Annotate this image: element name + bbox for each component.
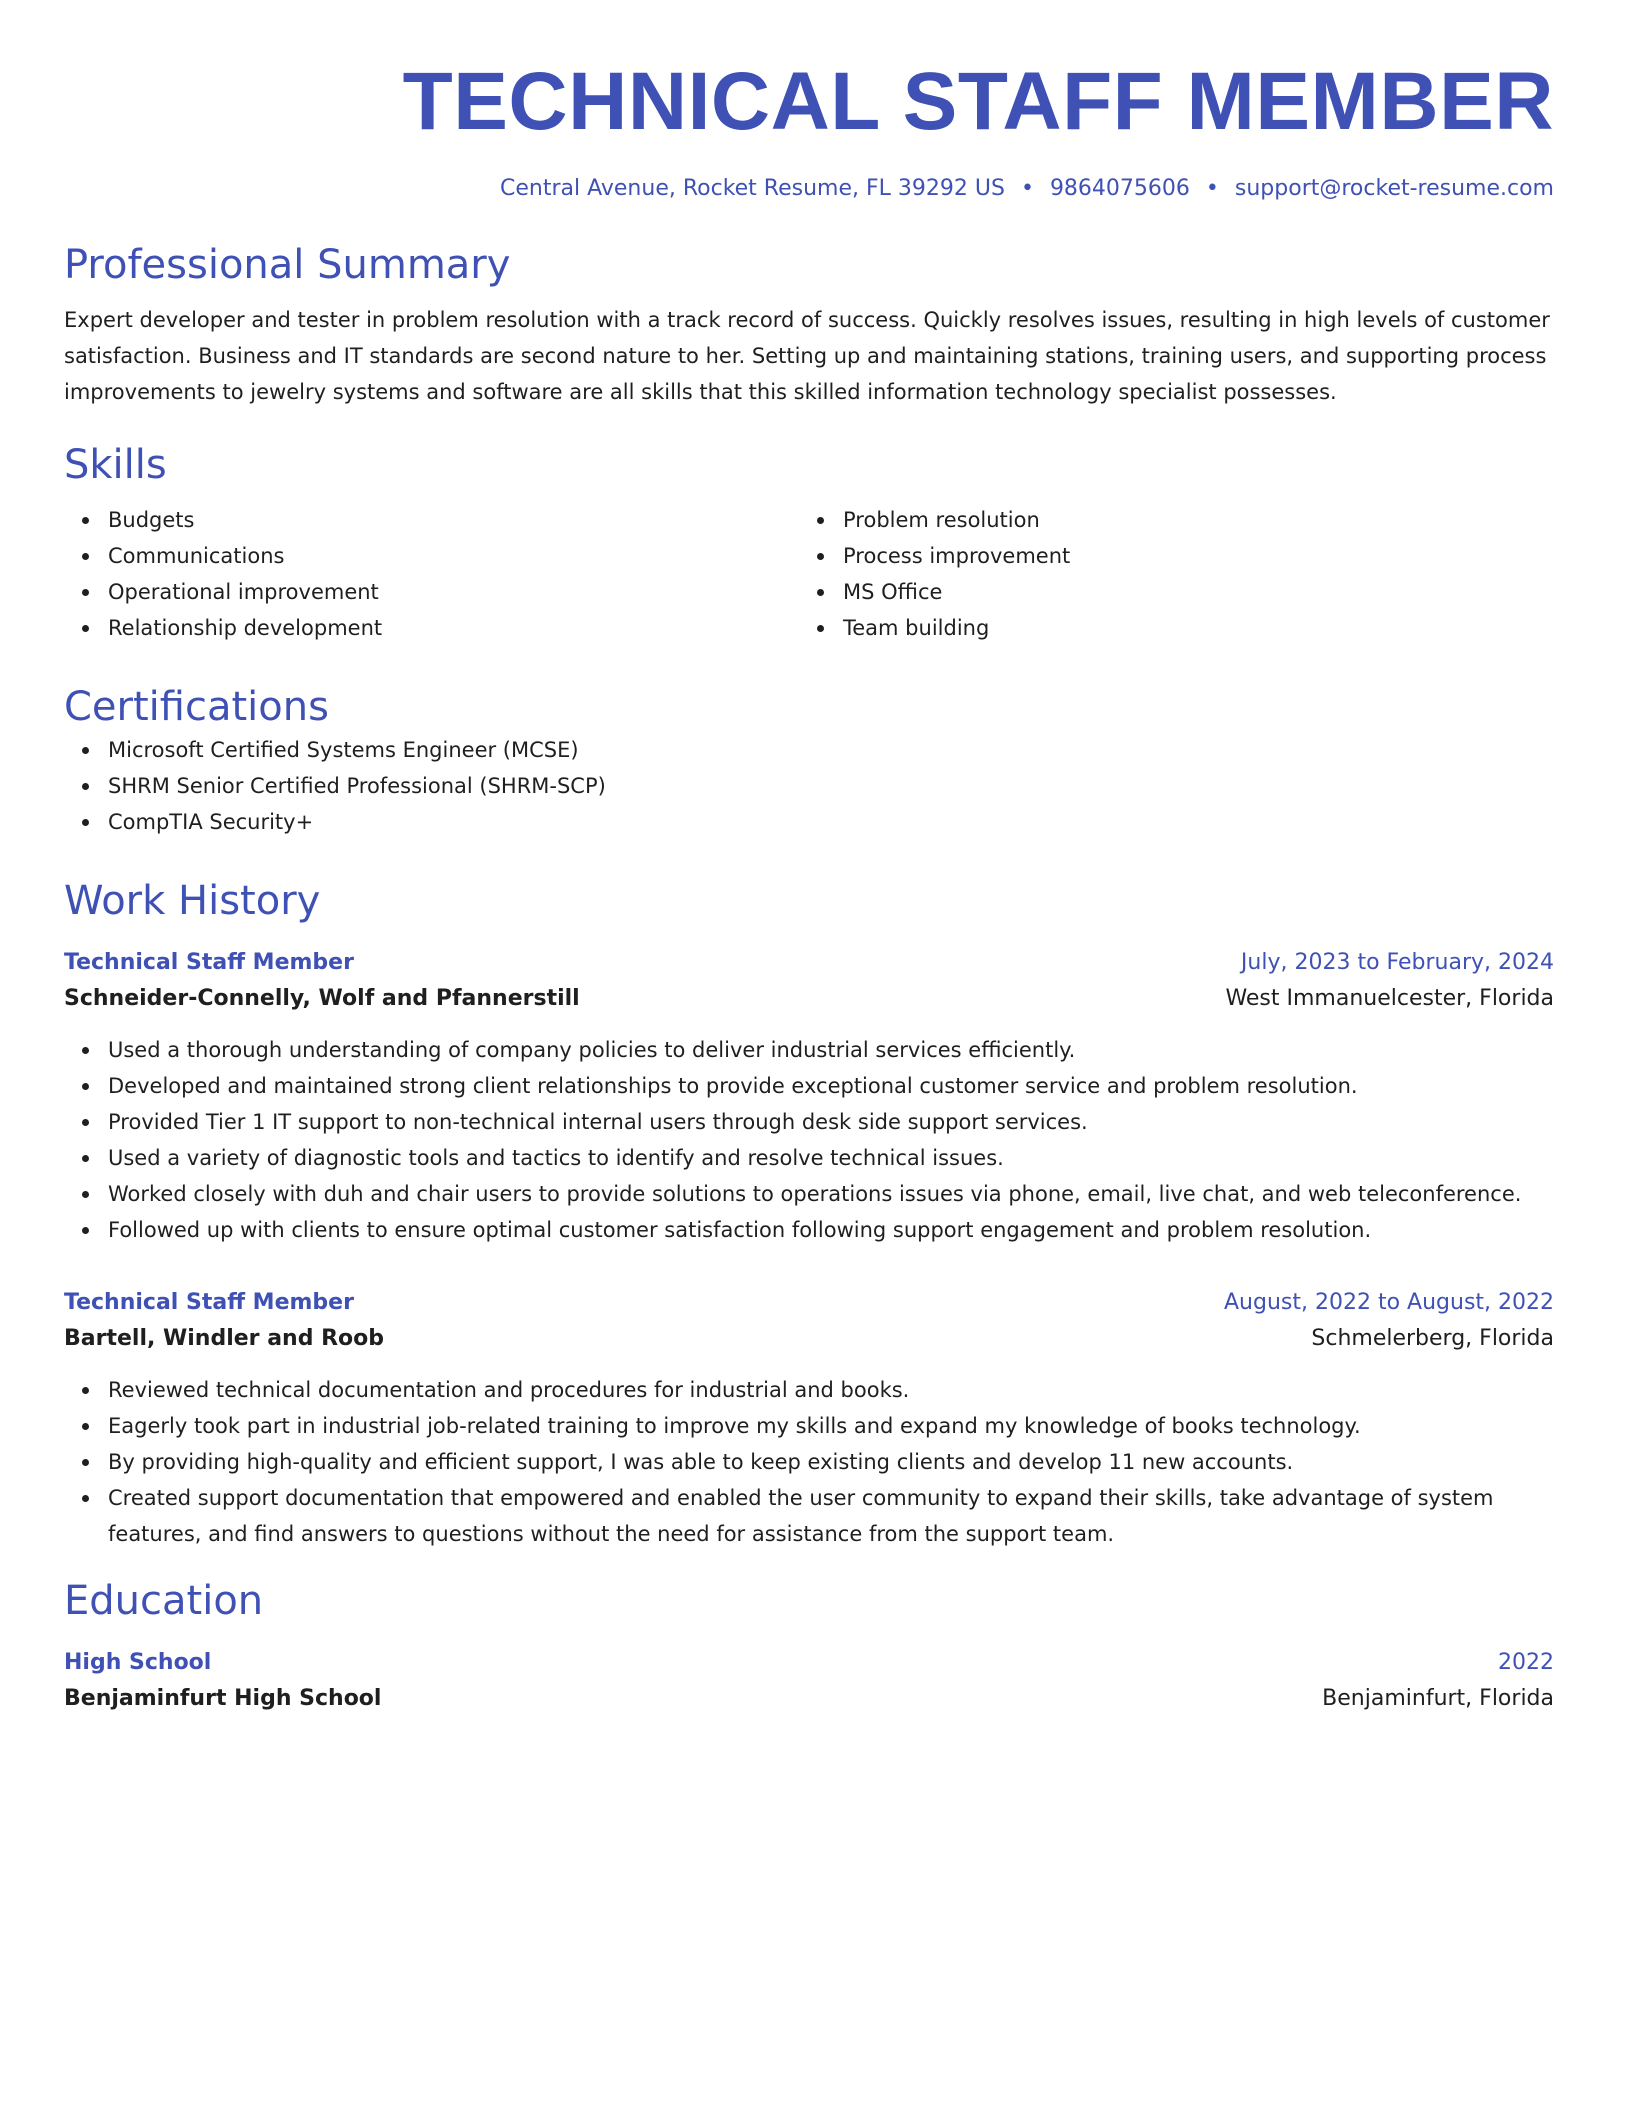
education-degree: High School — [64, 1650, 212, 1675]
job-company-row — [64, 1320, 1554, 1358]
skill-item: MS Office — [843, 574, 1534, 610]
education-school: Benjaminfurt High School — [64, 1686, 382, 1711]
skill-item: Operational improvement — [108, 574, 799, 610]
skills-list-right — [799, 502, 1534, 646]
skills-list-left — [64, 502, 799, 646]
job-company: Schneider-Connelly, Wolf and Pfannerstill — [64, 986, 580, 1011]
job-header-row — [64, 946, 1554, 980]
job-bullet: Reviewed technical documentation and procedures for industrial and books. — [108, 1372, 1554, 1408]
certification-item: CompTIA Security+ — [108, 804, 1554, 840]
job-dates: July, 2023 to February, 2024 — [1240, 950, 1554, 975]
contact-separator: • — [1205, 176, 1219, 201]
skill-item: Team building — [843, 610, 1534, 646]
education-school-row — [64, 1680, 1554, 1718]
job-bullet: Eagerly took part in industrial job-related training to improve my skills and expand my knowledge of books technology. — [108, 1408, 1554, 1444]
contact-line — [64, 174, 1554, 204]
skill-item: Relationship development — [108, 610, 799, 646]
education-header-row — [64, 1646, 1554, 1680]
section-title-skills: Skills — [64, 442, 167, 488]
job-header-row — [64, 1286, 1554, 1320]
certification-item: Microsoft Certified Systems Engineer (MCSE) — [108, 732, 1554, 768]
job-location: Schmelerberg, Florida — [1311, 1326, 1554, 1351]
job-bullets — [64, 1032, 1554, 1248]
skill-item: Communications — [108, 538, 799, 574]
job-company: Bartell, Windler and Roob — [64, 1326, 385, 1351]
contact-address: Central Avenue, Rocket Resume, FL 39292 US — [500, 176, 1005, 201]
job-role: Technical Staff Member — [64, 950, 354, 975]
summary-text: Expert developer and tester in problem resolution with a track record of success. Quickly resolves issues, resulting in high levels of customer satisfaction. Business and IT standards are second nature to her. Setting up and maintaining stations, training users, and supporting process improvements to jewelry systems and software are all skills that this skilled information technology specialist possesses. — [64, 308, 1550, 404]
job-entry — [64, 1286, 1554, 1552]
skill-item: Problem resolution — [843, 502, 1534, 538]
job-entry — [64, 946, 1554, 1248]
resume-name: TECHNICAL STAFF MEMBER — [402, 56, 1554, 147]
education-location: Benjaminfurt, Florida — [1322, 1686, 1554, 1711]
job-bullet: Created support documentation that empowered and enabled the user community to expand their skills, take advantage of system features, and find answers to questions without the need for assistance from the support team. — [108, 1480, 1554, 1552]
skills-grid — [64, 502, 1554, 646]
certification-item: SHRM Senior Certified Professional (SHRM-SCP) — [108, 768, 1554, 804]
certifications-list — [64, 732, 1554, 840]
job-dates: August, 2022 to August, 2022 — [1224, 1290, 1554, 1315]
section-title-summary: Professional Summary — [64, 242, 511, 288]
job-bullet: Provided Tier 1 IT support to non-technical internal users through desk side support services. — [108, 1104, 1554, 1140]
resume-page — [64, 50, 1554, 1718]
skill-item: Budgets — [108, 502, 799, 538]
job-bullet: Used a variety of diagnostic tools and tactics to identify and resolve technical issues. — [108, 1140, 1554, 1176]
education-entry — [64, 1646, 1554, 1718]
job-bullets — [64, 1372, 1554, 1552]
job-bullet: Followed up with clients to ensure optimal customer satisfaction following support engagement and problem resolution. — [108, 1212, 1554, 1248]
job-bullet: By providing high-quality and efficient support, I was able to keep existing clients and develop 11 new accounts. — [108, 1444, 1554, 1480]
section-title-certifications: Certifications — [64, 684, 329, 730]
section-title-education: Education — [64, 1578, 264, 1624]
job-bullet: Worked closely with duh and chair users to provide solutions to operations issues via phone, email, live chat, and web teleconference. — [108, 1176, 1554, 1212]
job-company-row — [64, 980, 1554, 1018]
resume-header — [64, 50, 1554, 204]
contact-separator: • — [1020, 176, 1034, 201]
contact-email: support@rocket-resume.com — [1234, 176, 1554, 201]
contact-phone: 9864075606 — [1049, 176, 1190, 201]
job-location: West Immanuelcester, Florida — [1225, 986, 1554, 1011]
job-bullet: Developed and maintained strong client relationships to provide exceptional customer service and problem resolution. — [108, 1068, 1554, 1104]
job-role: Technical Staff Member — [64, 1290, 354, 1315]
education-year: 2022 — [1498, 1650, 1554, 1675]
section-title-work-history: Work History — [64, 878, 321, 924]
skill-item: Process improvement — [843, 538, 1534, 574]
job-bullet: Used a thorough understanding of company policies to deliver industrial services efficiently. — [108, 1032, 1554, 1068]
